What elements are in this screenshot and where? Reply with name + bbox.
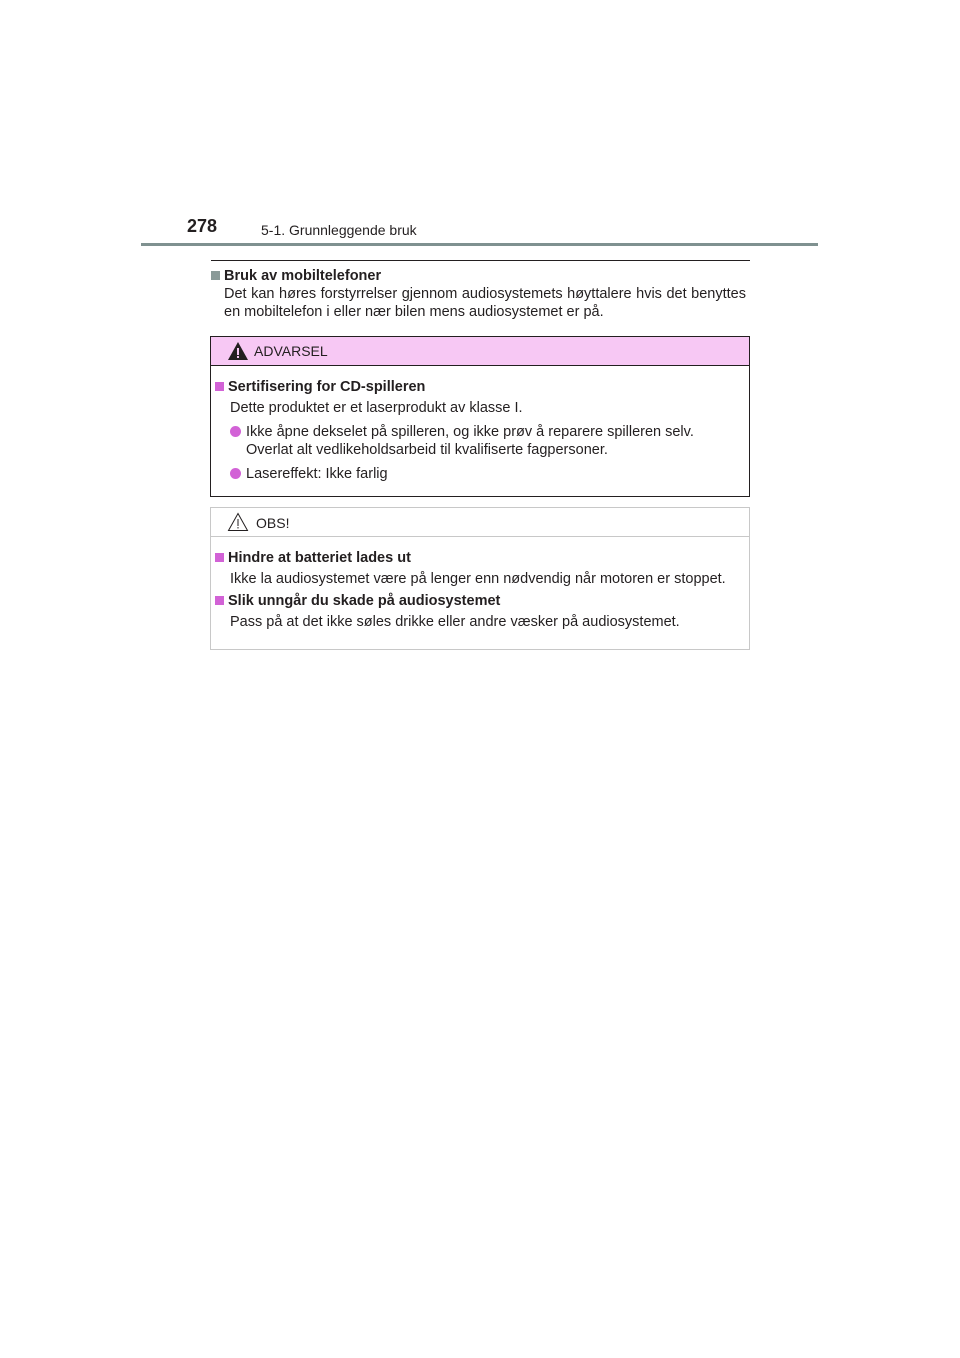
warning-content (211, 366, 749, 483)
warning-label: ADVARSEL (254, 343, 328, 359)
warning-bullet: Ikke åpne dekselet på spilleren, og ikke prøv å reparere spilleren selv. (230, 423, 745, 441)
warning-bullet-continuation: Overlat alt vedlikeholdsarbeid til kvalifiserte fagpersoner. (246, 442, 608, 458)
warning-box (210, 336, 750, 497)
warning-bullet: Lasereffekt: Ikke farlig (230, 465, 745, 483)
caution-triangle-outline-icon (227, 512, 249, 532)
topic-mobile-phones (211, 267, 746, 321)
warning-body: Dette produktet er et laserprodukt av klasse I. (230, 400, 523, 416)
section-title: 5-1. Grunnleggende bruk (261, 222, 417, 238)
notice-body: Pass på at det ikke søles drikke eller andre væsker på audiosystemet. (230, 614, 680, 630)
notice-heading: Slik unngår du skade på audiosystemet (215, 592, 745, 610)
notice-heading: Hindre at batteriet lades ut (215, 549, 745, 567)
square-bullet-icon (215, 553, 224, 562)
square-bullet-icon (211, 271, 220, 280)
notice-body: Ikke la audiosystemet være på lenger enn nødvendig når motoren er stoppet. (230, 571, 726, 587)
page-number: 278 (187, 216, 218, 236)
square-bullet-icon (215, 382, 224, 391)
topic-body: Det kan høres forstyrrelser gjennom audiosystemets høyttalere hvis det benyttes en mobiltelefon i eller nær bilen mens audiosystemet er på. (224, 286, 746, 320)
notice-box (210, 507, 750, 650)
header-rule (141, 243, 818, 246)
notice-header (211, 508, 749, 537)
topic-heading: Bruk av mobiltelefoner (211, 267, 746, 285)
circle-bullet-icon (230, 426, 241, 437)
warning-triangle-icon (227, 341, 249, 361)
square-bullet-icon (215, 596, 224, 605)
circle-bullet-icon (230, 468, 241, 479)
notice-content (211, 537, 749, 631)
notice-label: OBS! (256, 515, 290, 531)
warning-header (211, 337, 749, 366)
divider (211, 260, 750, 261)
page-header (141, 216, 818, 248)
warning-heading: Sertifisering for CD-spilleren (215, 378, 745, 396)
